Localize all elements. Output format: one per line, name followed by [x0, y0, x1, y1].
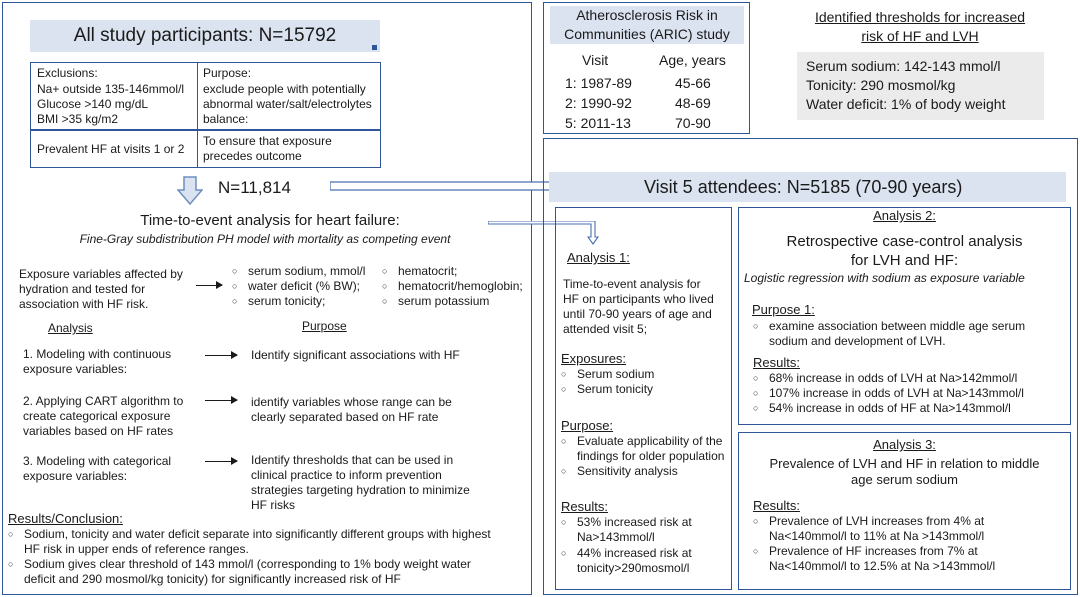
analysis2-result: ○ 68% increase in odds of LVH at Na>142mmol/l [753, 371, 1024, 386]
analysis1-exposure: ○ Serum tonicity [561, 382, 654, 397]
analysis1-results-title: Results: [561, 499, 608, 514]
exposure-line: hydration and tested for [19, 282, 146, 296]
step2-purpose: identify variables whose range can be [251, 395, 452, 409]
prevalent-hf-text: Prevalent HF at visits 1 or 2 [37, 142, 185, 156]
analysis2-purpose: ○ examine association between middle age serum sodium and development of LVH. [753, 319, 1025, 349]
aric-row-age: 48-69 [675, 95, 711, 111]
step3-purpose: HF risks [251, 498, 295, 512]
exposure-line: association with HF risk. [19, 297, 149, 311]
ensure-exposure-line: precedes outcome [203, 149, 302, 163]
analysis3-title: Analysis 3: [873, 437, 936, 452]
analysis2-title: Analysis 2: [873, 208, 936, 223]
exposure-variable: ○ water deficit (% BW); [232, 279, 365, 294]
threshold-item: Serum sodium: 142-143 mmol/l [806, 58, 1001, 74]
result-item: ○ Sodium, tonicity and water deficit separate into significantly different groups with highest HF risk in upper ends of reference ranges. [8, 527, 491, 557]
results-conclusion-list [8, 527, 491, 587]
result-item: ○ Sodium gives clear threshold of 143 mmol/l (corresponding to 1% body weight water deficit and 290 mosmol/kg tonicity) for significantly increased risk of HF [8, 557, 491, 587]
step3-arrow [205, 461, 237, 462]
exposure-variables-list-2 [382, 264, 523, 309]
thresholds-title: Identified thresholds for increased risk of HF and LVH [814, 9, 1026, 44]
aric-col-visit: Visit [582, 52, 609, 68]
analysis-step-2: 2. Applying CART algorithm to [23, 394, 184, 408]
analysis2-results-title: Results: [753, 355, 800, 370]
visit5-header: Visit 5 attendees: N=5185 (70-90 years) [549, 172, 1066, 202]
ensure-exposure-line: To ensure that exposure [203, 134, 332, 148]
analysis1-exposures-list [561, 367, 654, 397]
step3-purpose: clinical practice to inform prevention [251, 468, 442, 482]
analysis1-exposures-title: Exposures: [561, 351, 627, 366]
aric-row-visit: 1: 1987-89 [565, 75, 632, 91]
exclusion-purpose-title: Purpose: [203, 66, 252, 80]
analysis1-desc: HF on participants who lived [563, 292, 714, 306]
analysis3-results-title: Results: [753, 498, 800, 513]
analysis3-result: ○ Prevalence of LVH increases from 4% at Na<140mmol/l to 11% at Na >143mmol/l [753, 514, 995, 544]
analysis3-heading: Prevalence of LVH and HF in relation to middle age serum sodium [769, 456, 1040, 487]
step1-arrow [205, 355, 237, 356]
analysis1-desc: Time-to-event analysis for [563, 277, 701, 291]
analysis1-results-list [561, 515, 692, 576]
exclusion-item: Glucose >140 mg/dL [37, 97, 149, 111]
aric-title: Atherosclerosis Risk in Communities (ARIC) study [550, 6, 744, 44]
step3-purpose: Identify thresholds that can be used in [251, 453, 454, 467]
analysis-step-3: exposure variables: [23, 469, 128, 483]
threshold-item: Water deficit: 1% of body weight [806, 96, 1006, 112]
exposure-variable: ○ hematocrit/hemoglobin; [382, 279, 523, 294]
aric-col-age: Age, years [659, 52, 726, 68]
analysis3-results-list [753, 514, 995, 574]
exposure-variable: ○ serum sodium, mmol/l [232, 264, 365, 279]
step2-arrow [205, 400, 237, 401]
analysis-column-header: Analysis [48, 321, 93, 335]
exclusion-purpose-line: exclude people with potentially [203, 82, 366, 96]
analysis2-subtitle: Logistic regression with sodium as exposure variable [744, 271, 1025, 285]
analysis-step-3: 3. Modeling with categorical [23, 454, 172, 468]
down-arrow-icon [177, 176, 203, 206]
results-conclusion-title: Results/Conclusion: [8, 511, 123, 526]
exclusion-item: Na+ outside 135-146mmol/l [37, 82, 185, 96]
exposure-variable: ○ hematocrit; [382, 264, 523, 279]
all-participants-header: All study participants: N=15792 [30, 20, 380, 52]
exposure-arrow [196, 285, 222, 286]
tte-title: Time-to-event analysis for heart failure: [140, 212, 400, 229]
header-corner-marker [372, 45, 377, 50]
analysis2-purpose-list [753, 319, 1025, 349]
exposure-line: Exposure variables affected by [19, 267, 183, 281]
analysis-step-1: exposure variables: [23, 362, 128, 376]
analysis1-desc: until 70-90 years of age and [563, 307, 712, 321]
exposure-variable: ○ serum tonicity; [232, 294, 365, 309]
aric-row-age: 45-66 [675, 75, 711, 91]
analysis2-heading: Retrospective case-control analysis for LVH and HF: [786, 233, 1023, 269]
exclusion-item: BMI >35 kg/m2 [37, 112, 119, 126]
aric-row-visit: 2: 1990-92 [565, 95, 632, 111]
analysis1-desc: attended visit 5; [563, 322, 648, 336]
tte-subtitle: Fine-Gray subdistribution PH model with mortality as competing event [79, 232, 451, 246]
analysis1-result: ○ 53% increased risk at Na>143mmol/l [561, 515, 692, 545]
exposure-variables-list-1 [232, 264, 365, 309]
analysis-step-1: 1. Modeling with continuous [23, 347, 172, 361]
threshold-item: Tonicity: 290 mosmol/kg [806, 77, 956, 93]
analysis2-purpose-title: Purpose 1: [752, 302, 815, 317]
aric-row-age: 70-90 [675, 115, 711, 131]
purpose-column-header: Purpose [302, 319, 347, 333]
exposure-variable: ○ serum potassium [382, 294, 523, 309]
analysis2-result: ○ 54% increase in odds of HF at Na>143mmol/l [753, 401, 1024, 416]
step1-purpose: Identify significant associations with HF [251, 348, 460, 362]
analysis3-result: ○ Prevalence of HF increases from 7% at Na<140mmol/l to 12.5% at Na >143mmol/l [753, 544, 995, 574]
analysis1-purpose-list [561, 434, 724, 479]
exclusion-purpose-line: abnormal water/salt/electrolytes [203, 97, 372, 111]
n-remaining: N=11,814 [218, 178, 291, 197]
analysis1-purpose: ○ Evaluate applicability of the findings for older population [561, 434, 724, 464]
aric-row-visit: 5: 2011-13 [565, 115, 631, 131]
analysis1-purpose-title: Purpose: [561, 418, 614, 433]
exclusion-purpose-line: balance: [203, 112, 249, 126]
analysis1-result: ○ 44% increased risk at tonicity>290mosmol/l [561, 546, 692, 576]
analysis-step-2: create categorical exposure [23, 409, 171, 423]
analysis1-exposure: ○ Serum sodium [561, 367, 654, 382]
analysis2-results-list [753, 371, 1024, 416]
analysis2-result: ○ 107% increase in odds of LVH at Na>143mmol/l [753, 386, 1024, 401]
step2-purpose: clearly separated based on HF rate [251, 410, 439, 424]
analysis1-title: Analysis 1: [567, 250, 630, 265]
exclusions-title: Exclusions: [37, 66, 98, 80]
analysis-step-2: variables based on HF rates [23, 424, 174, 438]
step3-purpose: strategies targeting hydration to minimize [251, 483, 470, 497]
analysis1-purpose: ○ Sensitivity analysis [561, 464, 724, 479]
